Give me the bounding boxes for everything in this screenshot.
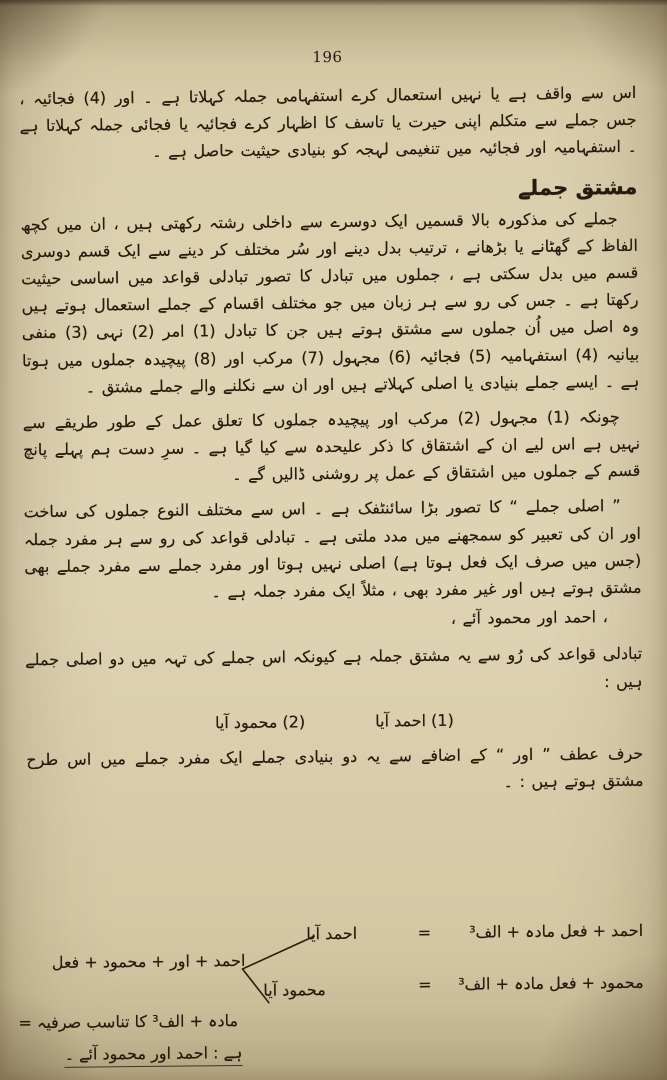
base-sentence-1: (1) احمد آیا	[375, 710, 454, 731]
derivation-merged-result: ہے : احمد اور محمود آئے ۔	[65, 1043, 243, 1068]
paragraph-asli-jumlay: ” اصلی جملے “ کا تصور بڑا سائنٹفک ہے ۔ اس سے مختلف النوع جملوں کی ساخت اور ان کی تعبیر کو سمجھنے میں مدد ملتی ہے ۔ تبادلی قواعد کی رو سے ہر مفرد جملہ (جس میں صرف ایک فعل ہوتا ہے) اصلی نہیں ہوتا اور مفرد جملے سے مفرد جملے بھی مشتق ہوتے ہیں اور غیر مفرد بھی ، مثلاً ایک مفرد جملہ ہے ۔	[23, 496, 642, 602]
example-sentence: ، احمد اور محمود آئے ،	[450, 607, 608, 628]
equals-sign-row2: =	[418, 974, 432, 995]
paragraph-main: جملے کی مذکورہ بالا قسمیں ایک دوسرے سے داخلی رشتہ رکھتی ہیں ، ان میں کچھ الفاظ کے گھٹانے یا بڑھانے ، ترتیب بدل دینے اور سُر مختلف کر دینے سے ایک قسم دوسری قسم میں بدل سکتی ہے ، جملوں میں تبادل کا تصور تبادلی قواعد میں اساسی حیثیت رکھتا ہے ۔ جس کی رو سے ہر زبان میں جو مختلف اقسام کے جملے استعمال ہوتے ہیں وہ اصل میں اُن جملوں سے مشتق ہوتے ہیں جن کا تبادل (1) امر (2) نہی (3) منفی بیانیہ (4) استفہامیہ (5) فجائیہ (6) مجہول (7) مرکب اور (8) پیچیدہ جملوں میں ہوتا ہے ۔ ایسے جملے بنیادی یا اصلی کہلاتے ہیں اور ان سے نکلنے والے جملے مشتق ۔	[20, 208, 640, 397]
paragraph-intro: اس سے واقف ہے یا نہیں استعمال کرے استفہامی جملہ کہلاتا ہے ۔ اور (4) فجائیہ ، جس جملے سے متکلم اپنی حیرت یا تاسف کا اظہار کرے فجائیہ یا فجائی جملہ کہلاتا ہے ۔ استفہامیہ اور فجائیہ میں تنغیمی لہجہ کو بنیادی حیثیت حاصل ہے ۔	[19, 82, 637, 162]
section-heading: مشتق جملے	[517, 174, 638, 200]
paragraph-chunkeh: چونکہ (1) مجہول (2) مرکب اور پیچیدہ جملوں کا تعلق عمل کے طور طریقے سے نہیں ہے اس لیے ان کے اشتقاق کا ذکر علیحدہ سے کیا گیا ہے ۔ سرِ دست ہم پہلے پانچ قسم کے جملوں میں اشتقاق کے عمل پر روشنی ڈالیں گے ۔	[22, 406, 641, 485]
page-content	[18, 0, 646, 1080]
merge-bracket-icon	[234, 930, 325, 1007]
derivation-merged-line2: مادہ + الف³ کا تناسب صرفیہ =	[18, 1011, 239, 1033]
paragraph-harf-atf: حرف عطف ” اور “ کے اضافے سے یہ دو بنیادی جملے ایک مفرد جملے میں اس طرح مشتق ہوتے ہیں : ۔	[26, 743, 644, 792]
derivation-row2-source: محمود + فعل مادہ + الف³	[458, 972, 644, 994]
derivation-row1-result: احمد آیا	[306, 923, 358, 944]
equals-sign-row1: =	[417, 922, 432, 943]
base-sentences-row	[26, 709, 643, 734]
paragraph-tabadli: تبادلی قواعد کی رُو سے یہ مشتق جملہ ہے کیونکہ اس جملے کی تہہ میں دو اصلی جملے ہیں :	[25, 644, 643, 691]
derivation-merged-line1: احمد + اور + محمود + فعل	[51, 950, 246, 972]
base-sentence-2: (2) محمود آیا	[214, 712, 306, 732]
derivation-diagram	[18, 913, 647, 1079]
derivation-row1-source: احمد + فعل مادہ + الف³	[469, 920, 644, 942]
page-number: 196	[312, 47, 343, 67]
derivation-row2-result: محمود آیا	[263, 980, 326, 1000]
